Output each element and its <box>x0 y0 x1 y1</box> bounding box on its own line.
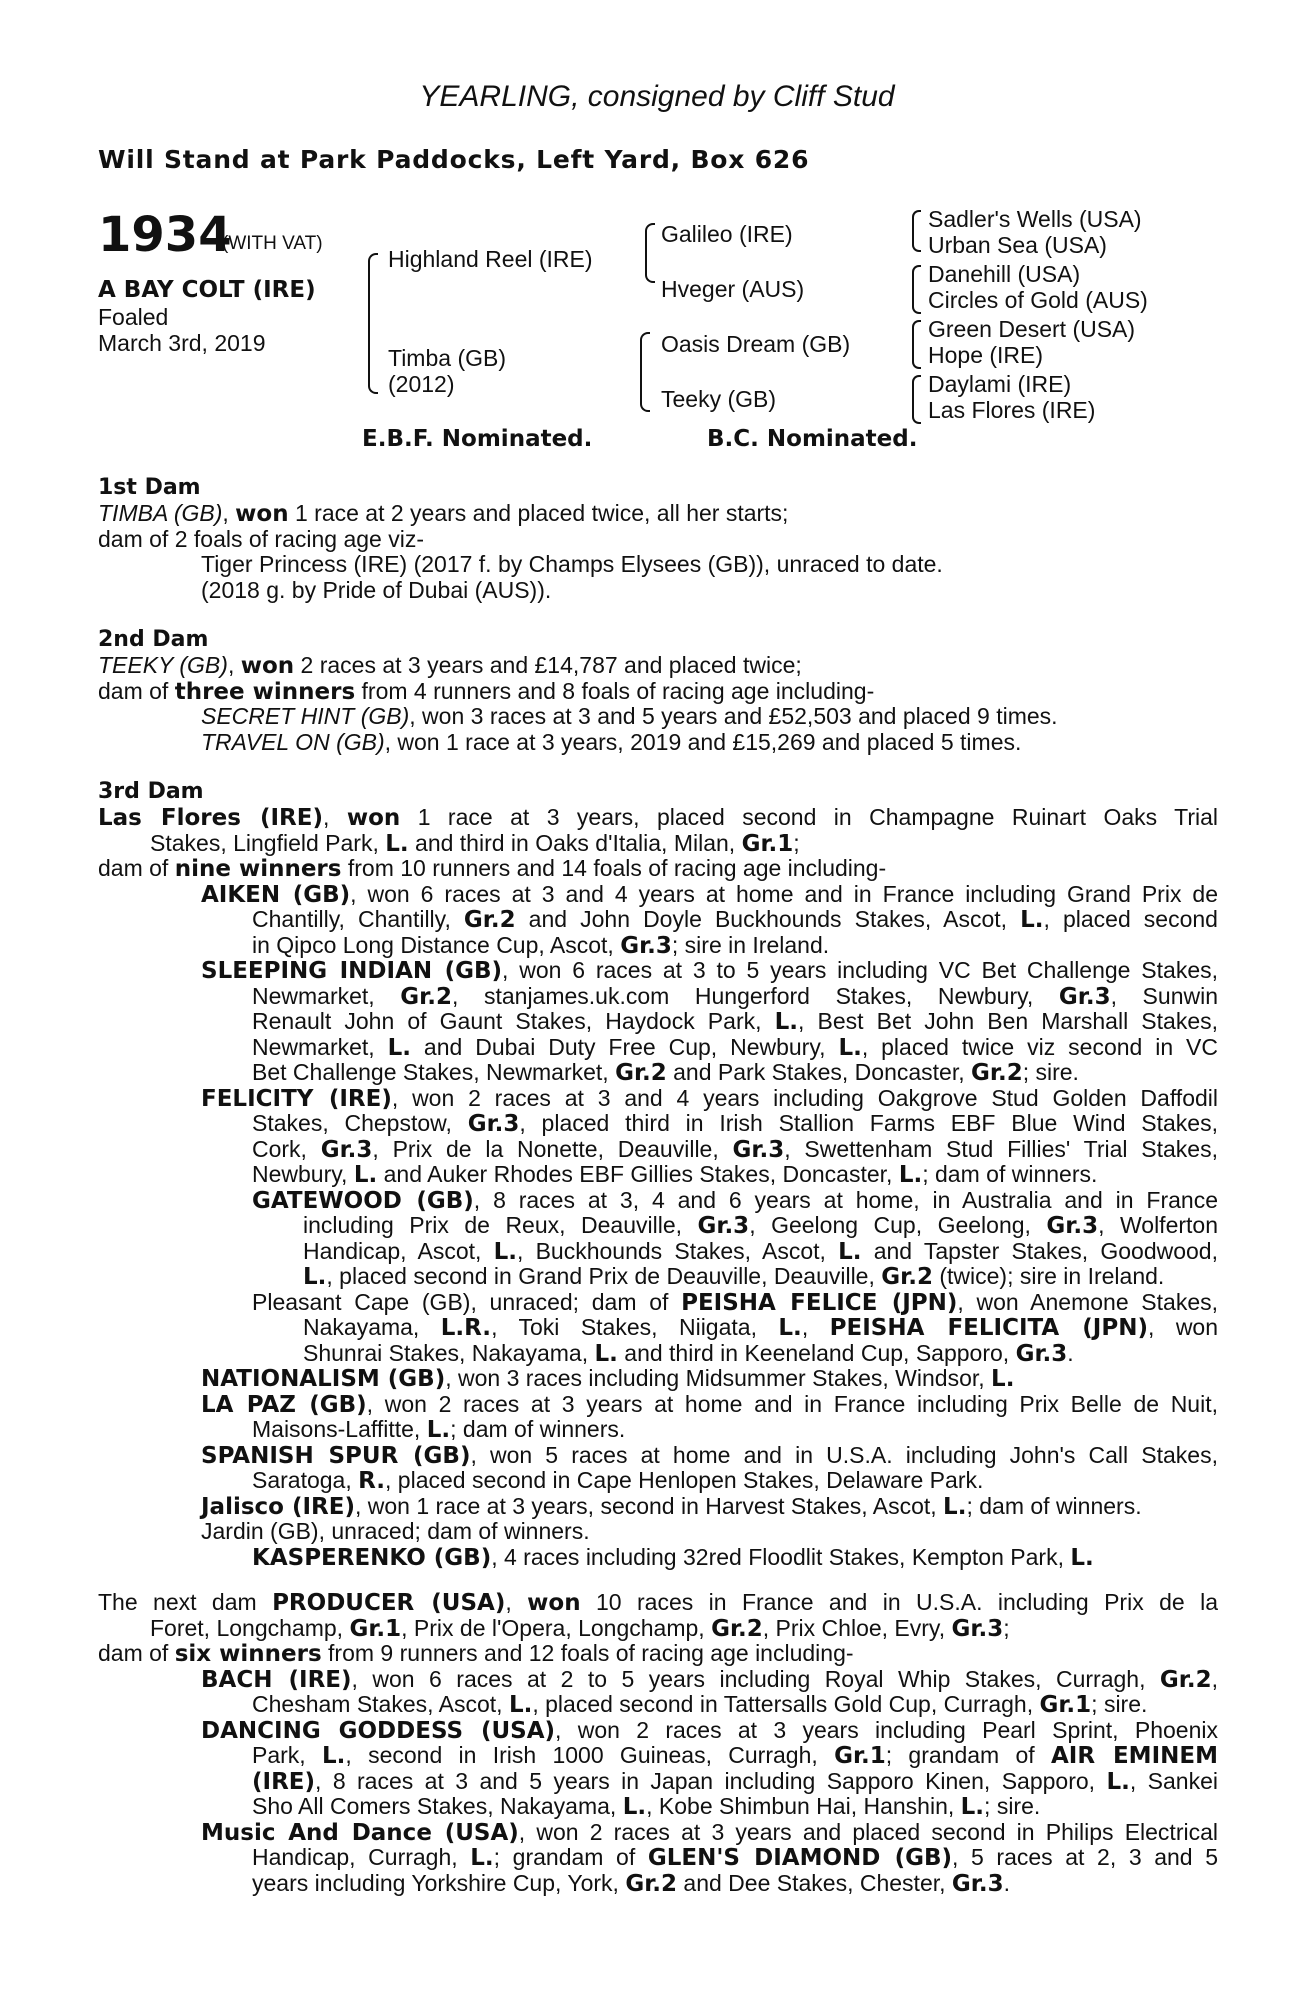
bold-text: three winners <box>174 678 356 705</box>
bold-text: Gr.3 <box>951 1615 1004 1642</box>
third-dam-line <box>98 805 1218 831</box>
text-run: ; sire in Ireland. <box>671 931 830 958</box>
third-dam-line <box>98 1188 1218 1214</box>
bold-text: Gr.2 <box>463 907 516 933</box>
text-run: , 8 races at 3 and 5 years in Japan including Sapporo Kinen, Sapporo, <box>315 1768 1107 1794</box>
pedigree-g3-8: Las Flores (IRE) <box>928 397 1096 423</box>
text-run: , Sankei <box>1129 1768 1218 1794</box>
bold-text: Gr.2 <box>881 1264 933 1290</box>
bold-text: PRODUCER (USA) <box>272 1590 506 1616</box>
bold-text: L. <box>493 1238 517 1264</box>
text-run: and third in Keeneland Cup, Sapporo, <box>617 1339 1016 1366</box>
foaled-date: March 3rd, 2019 <box>98 330 266 356</box>
bold-text: Gr.3 <box>1046 1213 1099 1239</box>
next-dam-line <box>98 1616 1218 1642</box>
bc-nomination: B.C. Nominated. <box>707 426 918 452</box>
text-run: 2 races at 3 years and £14,787 and placed twice; <box>294 652 802 678</box>
pedigree-sire: Highland Reel (IRE) <box>388 246 593 272</box>
bold-text: L. <box>385 830 409 857</box>
third-dam-line <box>98 1468 1218 1494</box>
bold-text: won <box>527 1590 581 1616</box>
third-dam-section <box>98 805 1218 1570</box>
text-run: , <box>1211 1666 1218 1692</box>
text-run: , <box>323 805 347 830</box>
text-run: , second in Irish 1000 Guineas, Curragh, <box>345 1743 835 1768</box>
text-run: and Auker Rhodes EBF Gillies Stakes, Doncaster, <box>377 1161 899 1187</box>
bold-text: Gr.1 <box>834 1743 886 1769</box>
text-run: , Wolferton <box>1098 1213 1218 1238</box>
next-dam-line <box>98 1845 1218 1871</box>
text-run: , won 2 races at 3 years including Pearl Sprint, Phoenix <box>555 1717 1218 1743</box>
text-run: , placed second <box>1043 907 1218 932</box>
third-dam-line <box>98 1137 1218 1163</box>
pedigree-dam-sire: Oasis Dream (GB) <box>661 331 851 357</box>
text-run: , Geelong Cup, Geelong, <box>749 1213 1047 1238</box>
first-dam-line <box>98 527 1218 553</box>
text-run: Bet Challenge Stakes, Newmarket, <box>252 1059 616 1085</box>
text-run: , Prix de l'Opera, Longchamp, <box>401 1614 712 1641</box>
text-run: Shunrai Stakes, Nakayama, <box>303 1339 595 1366</box>
bold-text: Gr.1 <box>349 1615 402 1642</box>
third-dam-heading: 3rd Dam <box>98 779 204 804</box>
text-run: ; dam of winners. <box>450 1416 626 1442</box>
next-dam-line <box>98 1590 1218 1616</box>
first-dam-section <box>98 501 1218 603</box>
bold-text: L. <box>303 1264 327 1290</box>
bold-text: Gr.3 <box>1015 1340 1068 1367</box>
pedigree-sire-sire: Galileo (IRE) <box>661 221 793 247</box>
text-run: Newbury, <box>252 1161 354 1187</box>
second-dam-line <box>98 679 1218 705</box>
second-dam-section <box>98 653 1218 755</box>
text-run: Foret, Longchamp, <box>150 1614 350 1641</box>
bold-text: Gr.3 <box>320 1136 373 1162</box>
bold-text: L. <box>470 1845 494 1871</box>
pedigree-bracket-g3-1 <box>912 210 921 252</box>
text-run: The next dam <box>98 1590 273 1615</box>
text-run: Chantilly, Chantilly, <box>252 907 464 932</box>
text-run: and Park Stakes, Doncaster, <box>666 1059 972 1085</box>
third-dam-line <box>98 882 1218 908</box>
pedigree-bracket-dam <box>640 332 650 412</box>
text-run: , placed second in Grand Prix de Deauville, Deauville, <box>326 1263 882 1289</box>
bold-text: Gr.2 <box>1159 1666 1212 1692</box>
third-dam-line <box>98 1494 1218 1520</box>
text-run: Handicap, Curragh, <box>252 1845 471 1870</box>
italic-text: TRAVEL ON (GB) <box>201 728 385 755</box>
bold-text: L. <box>838 1238 862 1264</box>
text-run: Park, <box>252 1743 322 1768</box>
text-run: , won 2 races at 3 and 4 years including Oakgrove Stud Golden Daffodil <box>391 1085 1218 1111</box>
text-run: , won 3 races including Midsummer Stakes, Windsor, <box>445 1365 992 1391</box>
text-run: , Kobe Shimbun Hai, Hanshin, <box>646 1793 961 1819</box>
text-run: in Qipco Long Distance Cup, Ascot, <box>252 931 621 958</box>
pedigree-g3-7: Daylami (IRE) <box>928 371 1072 397</box>
next-dam-line <box>98 1820 1218 1846</box>
text-run: Saratoga, <box>252 1467 359 1493</box>
pedigree-g3-4: Circles of Gold (AUS) <box>928 287 1148 313</box>
text-run: . <box>1067 1339 1074 1366</box>
text-run: ; grandam of <box>885 1743 1051 1768</box>
third-dam-line <box>98 1545 1218 1571</box>
bold-text: L. <box>508 1692 533 1718</box>
text-run: , Buckhounds Stakes, Ascot, <box>517 1238 839 1264</box>
next-dam-line <box>98 1743 1218 1769</box>
next-dam-line <box>98 1871 1218 1897</box>
text-run: from 10 runners and 14 foals of racing age including- <box>341 855 887 881</box>
first-dam-line <box>98 578 1218 604</box>
pedigree-bracket-g3-2 <box>912 265 921 314</box>
bold-text: Gr.3 <box>620 932 672 959</box>
third-dam-line <box>98 1009 1218 1035</box>
pedigree-dam: Timba (GB) <box>388 345 506 371</box>
text-run: dam of 2 foals of racing age viz- <box>98 525 424 552</box>
bold-text: won <box>235 501 289 527</box>
pedigree-g3-6: Hope (IRE) <box>928 342 1044 368</box>
text-run: ; dam of winners. <box>922 1161 1098 1187</box>
third-dam-line <box>98 1443 1218 1469</box>
bold-text: PEISHA FELICITA (JPN) <box>829 1315 1148 1341</box>
bold-text: Las Flores (IRE) <box>98 805 323 831</box>
bold-text: Gr.3 <box>697 1213 750 1239</box>
bold-text: L. <box>622 1794 647 1820</box>
third-dam-line <box>98 1060 1218 1086</box>
third-dam-line <box>98 984 1218 1010</box>
bold-text: DANCING GODDESS (USA) <box>201 1717 556 1743</box>
text-run: Handicap, Ascot, <box>303 1238 494 1264</box>
text-run: , won 2 races at 3 years at home and in France including Prix Belle de Nuit, <box>366 1391 1218 1417</box>
third-dam-line <box>98 1111 1218 1137</box>
bold-text: L. <box>387 1034 412 1060</box>
text-run: , <box>801 1315 830 1340</box>
first-dam-heading: 1st Dam <box>98 475 201 500</box>
text-run: including Prix de Reux, Deauville, <box>303 1213 698 1238</box>
lot-description: A BAY COLT (IRE) <box>98 277 316 303</box>
next-dam-line <box>98 1718 1218 1744</box>
bold-text: SLEEPING INDIAN (GB) <box>201 958 502 984</box>
italic-text: TEEKY (GB) <box>98 652 228 678</box>
italic-text: SECRET HINT (GB) <box>201 703 410 729</box>
pedigree-g3-2: Urban Sea (USA) <box>928 232 1107 258</box>
second-dam-line <box>98 704 1218 730</box>
text-run: ; <box>1003 1614 1010 1641</box>
text-run: years including Yorkshire Cup, York, <box>252 1869 626 1896</box>
text-run: and Tapster Stakes, Goodwood, <box>861 1238 1218 1264</box>
bold-text: (IRE) <box>252 1768 316 1794</box>
pedigree-g3-1: Sadler's Wells (USA) <box>928 206 1142 232</box>
text-run: Chesham Stakes, Ascot, <box>252 1691 509 1717</box>
bold-text: L. <box>321 1743 346 1769</box>
third-dam-line <box>98 1086 1218 1112</box>
text-run: and third in Oaks d'Italia, Milan, <box>408 829 742 856</box>
third-dam-line <box>98 1392 1218 1418</box>
bold-text: LA PAZ (GB) <box>201 1391 367 1417</box>
bold-text: Gr.3 <box>467 1111 520 1137</box>
bold-text: Gr.2 <box>400 983 452 1009</box>
third-dam-line <box>98 1239 1218 1265</box>
bold-text: Gr.2 <box>971 1060 1023 1086</box>
bold-text: L. <box>838 1034 862 1060</box>
text-run: Renault John of Gaunt Stakes, Haydock Park, <box>252 1009 775 1034</box>
bold-text: Gr.3 <box>951 1870 1004 1897</box>
text-run: 1 race at 2 years and placed twice, all her starts; <box>288 500 789 526</box>
text-run: , <box>505 1590 528 1615</box>
third-dam-line <box>98 907 1218 933</box>
text-run: Jardin (GB), unraced; dam of winners. <box>201 1518 590 1544</box>
bold-text: six winners <box>174 1641 322 1667</box>
bold-text: L. <box>778 1315 802 1341</box>
text-run: , placed second in Tattersalls Gold Cup, Curragh, <box>532 1691 1040 1717</box>
text-run: Newmarket, <box>252 983 401 1009</box>
text-run: Tiger Princess (IRE) (2017 f. by Champs Elysees (GB)), unraced to date. <box>201 551 943 577</box>
text-run: Nakayama, <box>303 1315 441 1340</box>
text-run: , 5 races at 2, 3 and 5 <box>952 1845 1218 1870</box>
italic-text: TIMBA (GB) <box>98 500 223 526</box>
pedigree-bracket-g3-3 <box>912 320 921 369</box>
text-run: , 8 races at 3, 4 and 6 years at home, in Australia and in France <box>473 1187 1218 1213</box>
bold-text: AIKEN (GB) <box>201 881 351 907</box>
page-title: YEARLING, consigned by Cliff Stud <box>419 80 895 113</box>
ebf-nomination: E.B.F. Nominated. <box>362 426 593 452</box>
text-run: , Swettenham Stud Fillies' Trial Stakes, <box>784 1136 1218 1162</box>
text-run: (twice); sire in Ireland. <box>932 1263 1165 1289</box>
third-dam-line <box>98 1035 1218 1061</box>
bold-text: L. <box>1106 1768 1130 1794</box>
bold-text: FELICITY (IRE) <box>201 1085 392 1111</box>
bold-text: L. <box>774 1009 799 1035</box>
bold-text: KASPERENKO (GB) <box>252 1544 492 1571</box>
bold-text: L. <box>426 1417 451 1443</box>
pedigree-bracket-g3-4 <box>912 375 921 424</box>
next-dam-line <box>98 1692 1218 1718</box>
text-run: ; sire. <box>1091 1691 1148 1717</box>
text-run: Pleasant Cape (GB), unraced; dam of <box>252 1289 682 1315</box>
text-run: , Toki Stakes, Niigata, <box>491 1315 779 1340</box>
bold-text: Gr.2 <box>615 1060 667 1086</box>
bold-text: BACH (IRE) <box>201 1666 352 1692</box>
text-run: ; sire. <box>1022 1059 1079 1085</box>
bold-text: L. <box>943 1493 967 1520</box>
bold-text: nine winners <box>174 856 342 882</box>
second-dam-line <box>98 730 1218 756</box>
text-run: , won 6 races at 3 to 5 years including VC Bet Challenge Stakes, <box>502 958 1218 983</box>
text-run: , placed second in Cape Henlopen Stakes, Delaware Park. <box>385 1467 984 1493</box>
pedigree-bracket-sire <box>645 223 655 283</box>
bold-text: L.R. <box>440 1315 492 1341</box>
text-run: and John Doyle Buckhounds Stakes, Ascot, <box>515 907 1021 932</box>
pedigree-sire-dam: Hveger (AUS) <box>661 276 805 302</box>
bold-text: L. <box>960 1794 985 1820</box>
next-dam-line <box>98 1641 1218 1667</box>
text-run: ; dam of winners. <box>966 1492 1142 1519</box>
text-run: , won 5 races at home and in U.S.A. including John's Call Stakes, <box>470 1442 1218 1468</box>
text-run: from 9 runners and 12 foals of racing age including- <box>321 1640 854 1666</box>
third-dam-line <box>98 1417 1218 1443</box>
text-run: , stanjames.uk.com Hungerford Stakes, Newbury, <box>451 983 1059 1009</box>
pedigree-bracket-gen1 <box>368 253 378 394</box>
bold-text: Music And Dance (USA) <box>201 1819 519 1845</box>
text-run: . <box>1003 1869 1010 1896</box>
text-run: dam of <box>98 677 175 704</box>
text-run: , <box>227 652 241 678</box>
second-dam-line <box>98 653 1218 679</box>
bold-text: Gr.1 <box>1039 1692 1092 1718</box>
text-run: , won 1 race at 3 years, second in Harvest Stakes, Ascot, <box>354 1492 944 1519</box>
text-run: , 4 races including 32red Floodlit Stakes, Kempton Park, <box>491 1543 1071 1570</box>
third-dam-line <box>98 831 1218 857</box>
text-run: , Prix de la Nonette, Deauville, <box>372 1136 733 1162</box>
bold-text: R. <box>358 1468 386 1494</box>
text-run: 1 race at 3 years, placed second in Champagne Ruinart Oaks Trial <box>400 805 1218 830</box>
third-dam-line <box>98 1213 1218 1239</box>
text-run: Stakes, Chepstow, <box>252 1111 468 1136</box>
stand-location: Will Stand at Park Paddocks, Left Yard, Box 626 <box>98 145 810 174</box>
bold-text: GATEWOOD (GB) <box>252 1187 474 1213</box>
bold-text: won <box>346 805 401 831</box>
text-run: , <box>222 500 236 526</box>
text-run: , won 6 races at 3 and 4 years at home and in France including Grand Prix de <box>350 881 1218 907</box>
bold-text: Gr.3 <box>732 1136 785 1162</box>
text-run: , placed twice viz second in VC <box>861 1034 1218 1060</box>
bold-text: PEISHA FELICE (JPN) <box>681 1289 958 1315</box>
text-run: , won <box>1147 1315 1218 1340</box>
bold-text: L. <box>1020 907 1044 933</box>
text-run: (2018 g. by Pride of Dubai (AUS)). <box>201 576 552 603</box>
bold-text: Jalisco (IRE) <box>201 1493 355 1520</box>
bold-text: AIR EMINEM <box>1050 1743 1218 1769</box>
second-dam-heading: 2nd Dam <box>98 627 209 652</box>
bold-text: L. <box>594 1340 618 1367</box>
text-run: and Dee Stakes, Chester, <box>677 1869 952 1896</box>
bold-text: L. <box>1070 1544 1094 1571</box>
lot-number: 1934 <box>98 207 232 263</box>
text-run: dam of <box>98 1640 175 1666</box>
text-run: from 4 runners and 8 foals of racing age including- <box>355 677 875 704</box>
third-dam-line <box>98 933 1218 959</box>
text-run: , won 6 races at 2 to 5 years including Royal Whip Stakes, Curragh, <box>351 1666 1160 1692</box>
bold-text: GLEN'S DIAMOND (GB) <box>647 1845 953 1871</box>
third-dam-line <box>98 1366 1218 1392</box>
bold-text: L. <box>991 1366 1015 1392</box>
text-run: and Dubai Duty Free Cup, Newbury, <box>411 1034 839 1060</box>
text-run: , won Anemone Stakes, <box>957 1289 1218 1315</box>
text-run: Newmarket, <box>252 1034 388 1060</box>
pedigree-dam-year: (2012) <box>388 371 455 397</box>
bold-text: Gr.3 <box>1058 983 1111 1009</box>
third-dam-line <box>98 856 1218 882</box>
foaled-label: Foaled <box>98 304 169 330</box>
text-run: , won 2 races at 3 years and placed second in Philips Electrical <box>518 1819 1218 1845</box>
bold-text: L. <box>898 1162 923 1188</box>
text-run: , Sunwin <box>1110 983 1218 1009</box>
text-run: , Best Bet John Ben Marshall Stakes, <box>798 1009 1218 1034</box>
text-run: Sho All Comers Stakes, Nakayama, <box>252 1793 623 1819</box>
next-dam-line <box>98 1769 1218 1795</box>
text-run: Maisons-Laffitte, <box>252 1416 427 1442</box>
next-dam-line <box>98 1667 1218 1693</box>
vat-note: (WITH VAT) <box>222 233 323 254</box>
pedigree-g3-5: Green Desert (USA) <box>928 316 1136 342</box>
bold-text: NATIONALISM (GB) <box>201 1366 446 1392</box>
first-dam-line <box>98 501 1218 527</box>
text-run: dam of <box>98 855 175 881</box>
third-dam-line <box>98 958 1218 984</box>
third-dam-line <box>98 1162 1218 1188</box>
third-dam-line <box>98 1519 1218 1545</box>
pedigree-g3-3: Danehill (USA) <box>928 261 1081 287</box>
text-run: ; sire. <box>984 1793 1041 1819</box>
bold-text: won <box>240 653 295 679</box>
first-dam-line <box>98 552 1218 578</box>
bold-text: Gr.2 <box>711 1615 763 1642</box>
next-dam-line <box>98 1794 1218 1820</box>
text-run: ; grandam of <box>493 1845 648 1870</box>
text-run: , won 1 race at 3 years, 2019 and £15,269 and placed 5 times. <box>384 728 1022 755</box>
third-dam-line <box>98 1290 1218 1316</box>
text-run: Cork, <box>252 1136 321 1162</box>
third-dam-line <box>98 1264 1218 1290</box>
text-run: , placed third in Irish Stallion Farms EBF Blue Wind Stakes, <box>519 1111 1218 1136</box>
bold-text: Gr.1 <box>741 830 794 857</box>
pedigree-dam-dam: Teeky (GB) <box>661 386 777 412</box>
third-dam-line <box>98 1315 1218 1341</box>
text-run: 10 races in France and in U.S.A. including Prix de la <box>580 1590 1218 1615</box>
text-run: , won 3 races at 3 and 5 years and £52,503 and placed 9 times. <box>409 703 1058 729</box>
text-run: Stakes, Lingfield Park, <box>150 829 386 856</box>
text-run: , Prix Chloe, Evry, <box>762 1614 952 1641</box>
third-dam-line <box>98 1341 1218 1367</box>
text-run: ; <box>793 829 800 856</box>
next-dam-section <box>98 1590 1218 1896</box>
bold-text: L. <box>353 1162 378 1188</box>
bold-text: Gr.2 <box>625 1870 678 1897</box>
bold-text: SPANISH SPUR (GB) <box>201 1442 471 1468</box>
